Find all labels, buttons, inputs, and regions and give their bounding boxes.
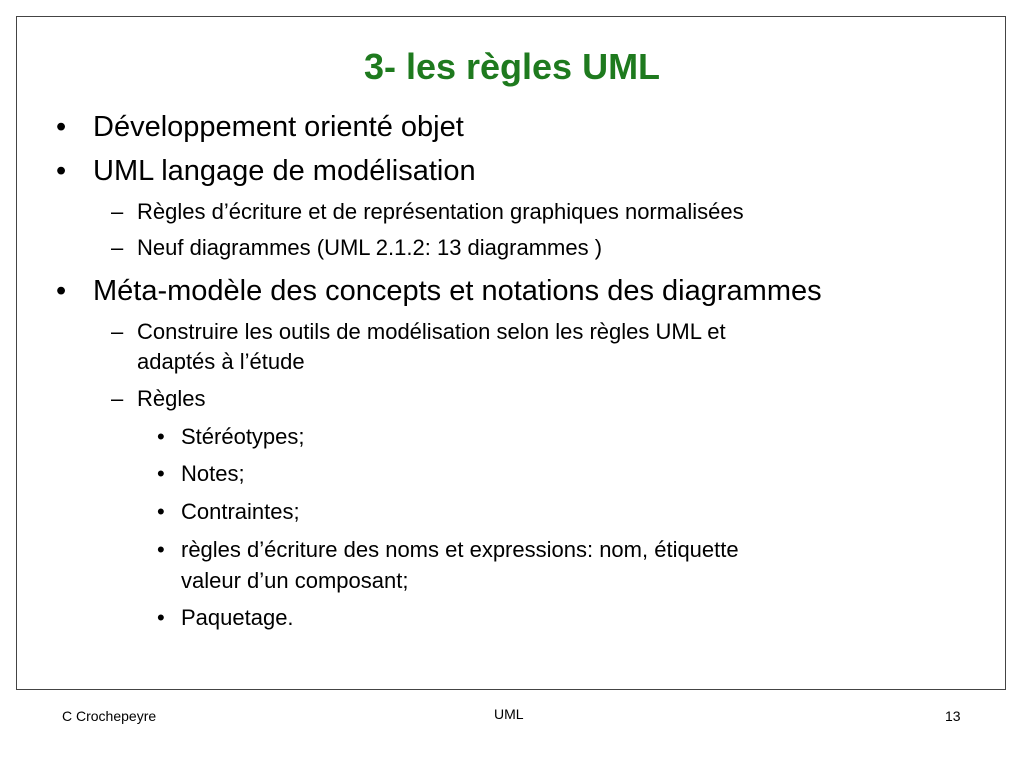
bullet-item bbox=[56, 154, 476, 188]
bullet-marker: • bbox=[56, 155, 67, 187]
bullet-text: Développement orienté objet bbox=[93, 111, 464, 143]
sub-bullet-continuation bbox=[137, 347, 305, 377]
sub-bullet-text: Neuf diagrammes (UML 2.1.2: 13 diagrammes ) bbox=[137, 235, 603, 260]
sub-sub-bullet-text: Contraintes; bbox=[181, 499, 300, 524]
sub-bullet-item bbox=[111, 197, 744, 227]
bullet-item bbox=[56, 110, 464, 144]
dash-marker: – bbox=[111, 386, 124, 411]
sub-sub-bullet-text: Stéréotypes; bbox=[181, 424, 305, 449]
footer-author: C Crochepeyre bbox=[62, 708, 157, 724]
dash-marker: – bbox=[111, 199, 124, 224]
sub-sub-bullet-text: Paquetage. bbox=[181, 605, 294, 630]
bullet-marker: • bbox=[157, 461, 165, 486]
sub-bullet-text: Règles d’écriture et de représentation graphiques normalisées bbox=[137, 199, 744, 224]
sub-sub-bullet-item bbox=[157, 497, 300, 527]
sub-bullet-text: Construire les outils de modélisation selon les règles UML et bbox=[137, 319, 726, 344]
sub-sub-bullet-item bbox=[157, 603, 294, 633]
sub-sub-bullet-text: valeur d’un composant; bbox=[181, 568, 409, 593]
dash-marker: – bbox=[111, 235, 124, 260]
footer-page-number: 13 bbox=[945, 708, 961, 724]
bullet-item bbox=[56, 274, 822, 308]
sub-bullet-item bbox=[111, 384, 205, 414]
sub-bullet-item bbox=[111, 317, 726, 347]
bullet-marker: • bbox=[157, 605, 165, 630]
bullet-marker: • bbox=[56, 275, 67, 307]
bullet-marker: • bbox=[157, 537, 165, 562]
bullet-marker: • bbox=[56, 111, 67, 143]
sub-sub-bullet-item bbox=[157, 422, 305, 452]
sub-sub-bullet-text: règles d’écriture des noms et expressions: nom, étiquette bbox=[181, 537, 739, 562]
sub-bullet-text: adaptés à l’étude bbox=[137, 349, 305, 374]
sub-bullet-text: Règles bbox=[137, 386, 206, 411]
sub-sub-bullet-continuation bbox=[181, 566, 408, 596]
slide-title: 3- les règles UML bbox=[363, 46, 661, 87]
footer-center-label: UML bbox=[494, 706, 524, 722]
bullet-text: Méta-modèle des concepts et notations des diagrammes bbox=[93, 275, 822, 307]
sub-sub-bullet-item bbox=[157, 459, 245, 489]
dash-marker: – bbox=[111, 319, 124, 344]
bullet-marker: • bbox=[157, 499, 165, 524]
bullet-marker: • bbox=[157, 424, 165, 449]
sub-bullet-item bbox=[111, 233, 602, 263]
sub-sub-bullet-item bbox=[157, 535, 739, 565]
bullet-text: UML langage de modélisation bbox=[93, 155, 476, 187]
sub-sub-bullet-text: Notes; bbox=[181, 461, 245, 486]
